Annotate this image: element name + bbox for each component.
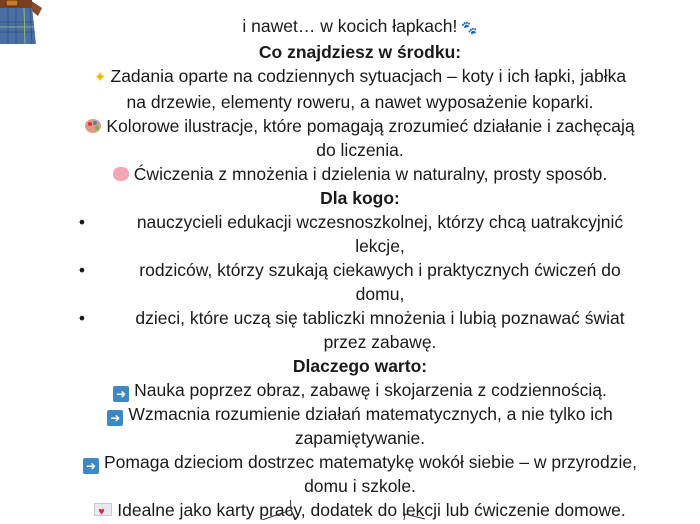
benefit-line-cont: zapamiętywanie. xyxy=(294,428,426,448)
right-arrow-icon: ➜ xyxy=(83,458,99,474)
intro-line-end: i nawet… w kocich łapkach! 🐾 xyxy=(242,16,478,36)
feature-line: ✦ Zadania oparte na codziennych sytuacjach – koty i ich łapki, jabłka xyxy=(60,64,660,90)
right-arrow-icon: ➜ xyxy=(113,386,129,402)
right-arrow-icon: ➜ xyxy=(107,410,123,426)
feature-line: Ćwiczenia z mnożenia i dzielenia w naturalny, prosty sposób. xyxy=(60,162,660,186)
character-illustration xyxy=(0,0,42,44)
audience-item: • dzieci, które uczą się tabliczki mnożenia i lubią poznawać świat przez zabawę. xyxy=(78,308,625,352)
feature-line-cont: na drzewie, elementy roweru, a nawet wyposażenie koparki. xyxy=(126,92,594,112)
bullet: • xyxy=(78,260,86,280)
benefit-line-cont: domu i szkole. xyxy=(304,476,416,496)
section-heading-contents: Co znajdziesz w środku: xyxy=(258,42,462,62)
feature-line-cont: do liczenia. xyxy=(316,140,404,160)
benefit-line: ➜ Nauka poprzez obraz, zabawę i skojarzenia z codziennością. xyxy=(60,378,660,402)
audience-item: • rodziców, którzy szukają ciekawych i praktycznych ćwiczeń do domu, xyxy=(78,260,621,304)
feature-line: Kolorowe ilustracje, które pomagają zrozumieć działanie i zachęcają xyxy=(60,114,660,138)
bullet: • xyxy=(78,308,86,328)
partial-top-line xyxy=(60,0,660,14)
benefit-line: ➜ Wzmacnia rozumienie działań matematycznych, a nie tylko ich xyxy=(60,402,660,426)
description-text xyxy=(60,0,660,522)
audience-item: • nauczycieli edukacji wczesnoszkolnej, którzy chcą uatrakcyjnić lekcje, xyxy=(78,212,624,256)
section-heading-audience: Dla kogo: xyxy=(320,188,400,208)
section-heading-why: Dlaczego warto: xyxy=(292,356,428,376)
sketch-lines-decoration xyxy=(0,500,700,520)
paw-prints-icon: 🐾 xyxy=(461,20,478,35)
sparkles-icon: ✦ xyxy=(93,69,107,86)
palette-icon xyxy=(85,119,101,133)
bullet: • xyxy=(78,212,86,232)
brain-icon xyxy=(113,167,129,181)
closing-line: ♥Idealne jako karty pracy, dodatek do lekcji lub ćwiczenie domowe. xyxy=(60,498,660,522)
benefit-line: ➜ Pomaga dzieciom dostrzec matematykę wokół siebie – w przyrodzie, xyxy=(60,450,660,474)
